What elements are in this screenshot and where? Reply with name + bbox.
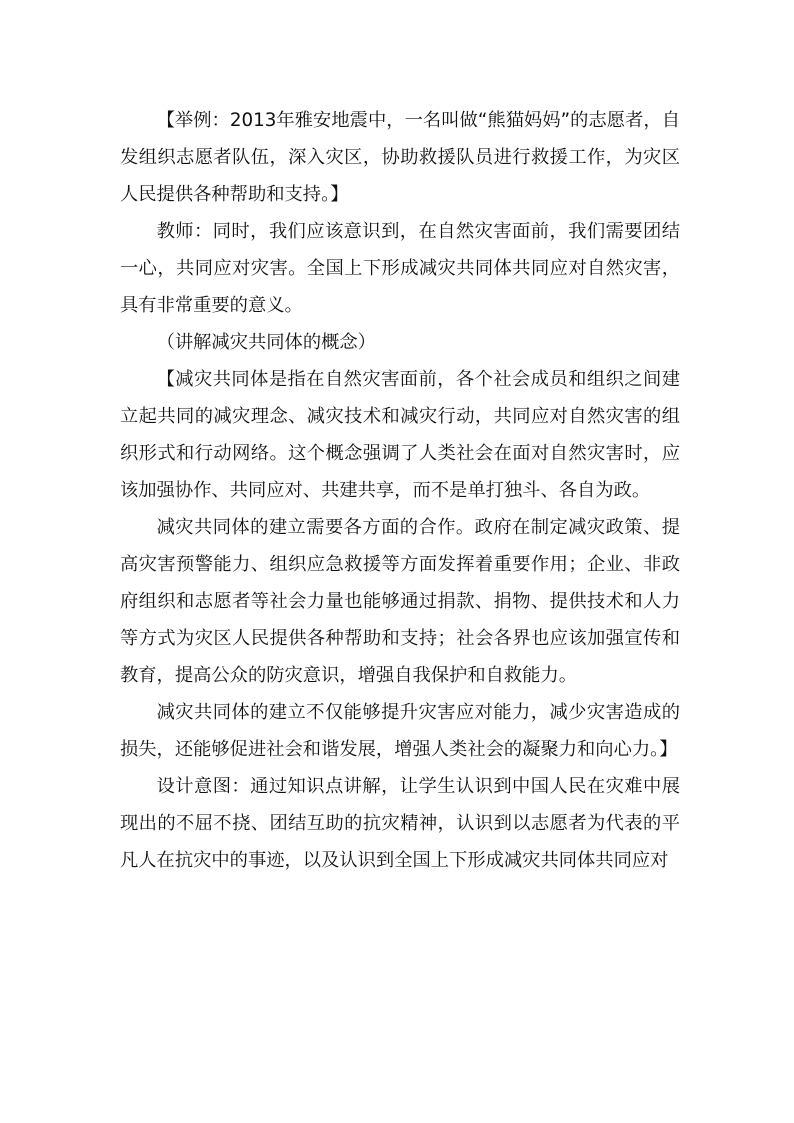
paragraph-benefits: 减灾共同体的建立不仅能够提升灾害应对能力，减少灾害造成的损失，还能够促进社会和谐发展，增强人类社会的凝聚力和向心力。】 — [120, 702, 680, 760]
paragraph-explain-heading: （讲解减灾共同体的概念） — [156, 332, 376, 353]
paragraph-cooperation: 减灾共同体的建立需要各方面的合作。政府在制定减灾政策、提高灾害预警能力、组织应急救援等方面发挥着重要作用；企业、非政府组织和志愿者等社会力量也能够通过捐款、捐物、提供技术和人力等方式为灾区人民提供各种帮助和支持；社会各界也应该加强宣传和教育，提高公众的防灾意识，增强自我保护和自救能力。 — [120, 517, 680, 686]
paragraph-definition: 【减灾共同体是指在自然灾害面前，各个社会成员和组织之间建立起共同的减灾理念、减灾技术和减灾行动，共同应对自然灾害的组织形式和行动网络。这个概念强调了人类社会在面对自然灾害时，应该加强协作、共同应对、共建共享，而不是单打独斗、各自为政。 — [120, 369, 680, 501]
paragraph-teacher: 教师：同时，我们应该意识到，在自然灾害面前，我们需要团结一心，共同应对灾害。全国上下形成减灾共同体共同应对自然灾害，具有非常重要的意义。 — [120, 221, 680, 316]
paragraph-example: 【举例：2013年雅安地震中，一名叫做“熊猫妈妈”的志愿者，自发组织志愿者队伍，深入灾区，协助救援队员进行救援工作，为灾区人民提供各种帮助和支持。】 — [120, 110, 680, 205]
paragraph-design-intent: 设计意图：通过知识点讲解，让学生认识到中国人民在灾难中展现出的不屈不挠、团结互助的抗灾精神，认识到以志愿者为代表的平凡人在抗灾中的事迹，以及认识到全国上下形成减灾共同体共同应对 — [120, 776, 680, 871]
document-body — [120, 84, 680, 879]
